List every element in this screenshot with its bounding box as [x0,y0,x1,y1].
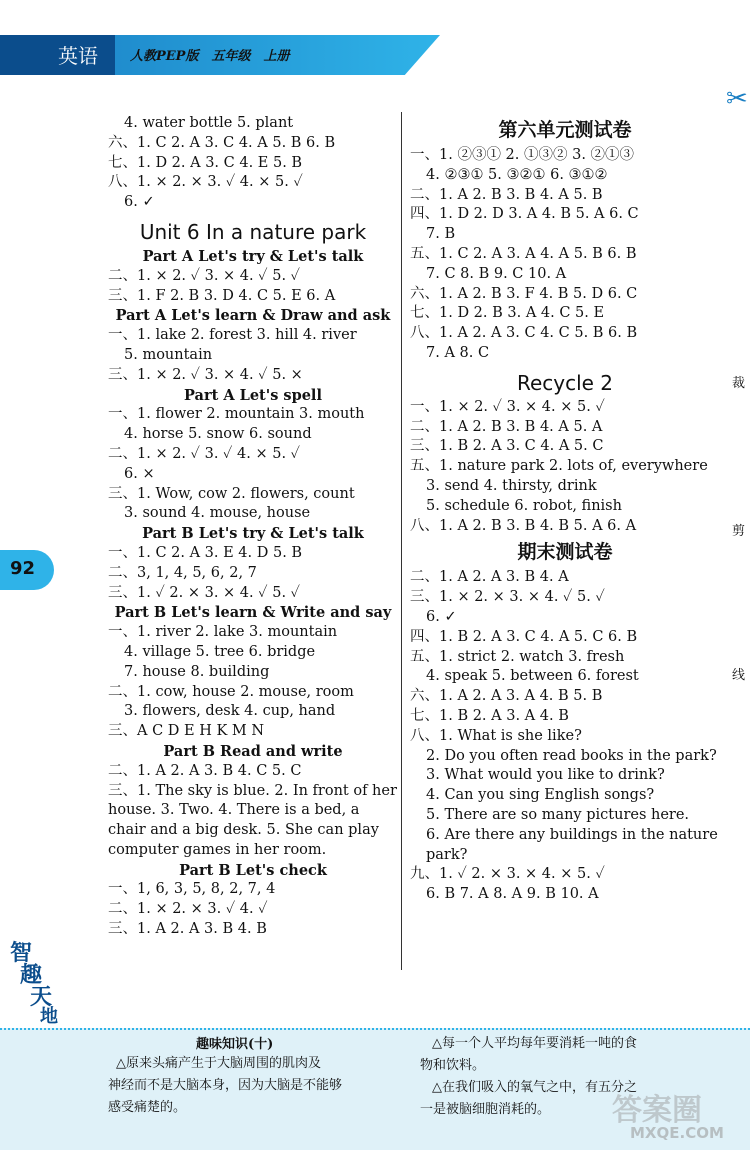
answer-line: 7. B [426,226,456,243]
answer-line: chair and a big desk. 5. She can play [108,822,379,839]
answer-line: 6. Are there any buildings in the nature [426,826,718,843]
answer-line: 6. ✓ [124,194,155,211]
answer-line: 三、1. ✓ 2. × 3. × 4. ✓ 5. ✓ [108,584,301,601]
fun-fact-left-2: 神经而不是大脑本身，因为大脑是不能够 [108,1078,343,1093]
answer-line: 四、1. D 2. D 3. A 4. B 5. A 6. C [410,206,639,223]
answer-line: 5. There are so many pictures here. [426,806,690,823]
test-title: 第六单元测试卷 [498,119,632,141]
answer-line: 一、1. river 2. lake 3. mountain [108,624,338,641]
answer-line: 4. water bottle 5. plant [124,115,294,131]
answer-line: 2. Do you often read books in the park? [426,747,717,764]
answer-line: park? [426,846,468,863]
watermark-logo: 答案圈 [612,1093,702,1128]
answer-line: 八、1. A 2. B 3. B 4. B 5. A 6. A [410,517,637,534]
answer-line: 二、1. × 2. ✓ 3. ✓ 4. × 5. ✓ [108,445,301,462]
part-heading: Part B Read and write [163,742,343,760]
answer-line: 三、1. B 2. A 3. C 4. A 5. C [410,438,604,455]
answer-line: 五、1. nature park 2. lots of, everywhere [410,458,708,475]
answer-line: 一、1, 6, 3, 5, 8, 2, 7, 4 [108,881,276,898]
unit-title: Unit 6 In a nature park [139,219,367,244]
answer-line: 六、1. A 2. A 3. A 4. B 5. B [410,688,603,705]
answer-line: 三、1. × 2. ✓ 3. × 4. ✓ 5. × [108,366,303,383]
answer-line: computer games in her room. [108,841,327,858]
answer-line: 一、1. lake 2. forest 3. hill 4. river [108,327,357,344]
answer-line: 3. send 4. thirsty, drink [426,477,597,494]
answer-line: 4. Can you sing English songs? [426,787,655,804]
part-heading: Part A Let's learn & Draw and ask [115,307,391,325]
answer-line: 7. house 8. building [124,663,270,680]
unit-title: Recycle 2 [516,370,614,395]
part-heading: Part B Let's learn & Write and say [114,604,392,622]
header [0,0,750,75]
part-heading: Part B Let's try & Let's talk [142,525,364,543]
answer-line: 九、1. ✓ 2. × 3. × 4. × 5. ✓ [410,866,605,883]
answer-line: house. 3. Two. 4. There is a bed, a [108,802,360,819]
answer-line: 4. horse 5. snow 6. sound [124,426,312,443]
left-answer-column [108,114,398,940]
answer-line: 五、1. strict 2. watch 3. fresh [410,648,625,665]
right-answer-column [410,114,720,905]
fun-fact-left-3: 感受痛楚的。 [108,1100,187,1115]
fun-fact-title: 趣味知识(十) [196,1037,274,1052]
column-divider [401,112,402,970]
answer-line: 二、3, 1, 4, 5, 6, 2, 7 [108,564,257,581]
logo-char-1: 智 [10,941,33,966]
fun-corner-logo [4,936,74,1027]
scissors-icon: ✂ [726,84,748,114]
answer-line: 二、1. A 2. B 3. B 4. A 5. A [410,418,603,435]
answer-line: 一、1. C 2. A 3. E 4. D 5. B [108,544,303,561]
answer-line: 三、1. The sky is blue. 2. In front of her [108,782,397,799]
watermark-url: MXQE.COM [630,1124,724,1142]
answer-line: 6. ✓ [426,608,457,625]
answer-line: 一、1. ②③① 2. ①③② 3. ②①③ [410,147,635,163]
answer-line: 三、1. F 2. B 3. D 4. C 5. E 6. A [108,287,336,304]
fun-fact-right-1: △每一个人平均每年要消耗一吨的食 [432,1036,637,1051]
answer-line: 六、1. A 2. B 3. F 4. B 5. D 6. C [410,285,638,302]
answer-line: 七、1. D 2. B 3. A 4. C 5. E [410,305,605,322]
answer-line: 4. speak 5. between 6. forest [426,668,639,685]
answer-line: 6. × [124,465,155,482]
answer-line: 八、1. A 2. A 3. C 4. C 5. B 6. B [410,325,638,342]
cut-mark-3: 线 [732,668,746,683]
answer-line: 二、1. A 2. A 3. B 4. A [410,569,569,586]
answer-line: 3. flowers, desk 4. cup, hand [124,703,336,720]
answer-line: 一、1. flower 2. mountain 3. mouth [108,406,365,423]
answer-line: 七、1. B 2. A 3. A 4. B [410,707,569,724]
answer-line: 3. sound 4. mouse, house [124,505,311,522]
answer-line: 八、1. What is she like? [410,727,582,744]
answer-line: 7. C 8. B 9. C 10. A [426,265,567,282]
answer-line: 三、A C D E H K M N [108,723,265,740]
answer-line: 七、1. D 2. A 3. C 4. E 5. B [108,154,303,171]
answer-line: 三、1. × 2. × 3. × 4. ✓ 5. ✓ [410,589,605,606]
answer-line: 四、1. B 2. A 3. C 4. A 5. C 6. B [410,628,638,645]
answer-line: 二、1. × 2. × 3. ✓ 4. ✓ [108,901,268,918]
subject-title: 英语 [58,44,98,68]
fun-fact-right-2: 物和饮料。 [420,1058,486,1073]
part-heading: Part B Let's check [179,861,327,879]
logo-char-4: 地 [40,1006,58,1027]
answer-line: 二、1. × 2. ✓ 3. × 4. ✓ 5. ✓ [108,267,301,284]
answer-line: 二、1. cow, house 2. mouse, room [108,683,354,700]
logo-char-2: 趣 [20,963,43,988]
page-number: 92 [10,558,36,579]
cut-mark-1: 裁 [732,376,746,391]
answer-line: 三、1. Wow, cow 2. flowers, count [108,485,355,502]
part-heading: Part A Let's spell [184,386,322,404]
fun-fact-right-3: △在我们吸入的氧气之中，有五分之 [432,1080,637,1095]
answer-line: 一、1. × 2. ✓ 3. × 4. × 5. ✓ [410,398,605,415]
fun-fact-right-4: 一是被脑细胞消耗的。 [420,1102,551,1117]
answer-line: 4. ②③① 5. ③②① 6. ③①② [426,166,608,183]
test-title: 期末测试卷 [517,541,613,564]
answer-line: 5. schedule 6. robot, finish [426,497,622,514]
cut-mark-2: 剪 [732,524,746,539]
answer-line: 3. What would you like to drink? [426,767,665,784]
edition-label: 人教PEP版 五年级 上册 [130,49,290,64]
answer-line: 二、1. A 2. B 3. B 4. A 5. B [410,186,603,203]
answer-line: 六、1. C 2. A 3. C 4. A 5. B 6. B [108,134,336,151]
answer-line: 4. village 5. tree 6. bridge [124,643,316,660]
answer-line: 五、1. C 2. A 3. A 4. A 5. B 6. B [410,245,637,262]
answer-line: 6. B 7. A 8. A 9. B 10. A [426,886,599,903]
answer-line: 三、1. A 2. A 3. B 4. B [108,921,267,938]
logo-char-3: 天 [30,985,53,1010]
answer-line: 二、1. A 2. A 3. B 4. C 5. C [108,762,302,779]
answer-line: 5. mountain [124,346,213,363]
fun-fact-left-1: △原来头痛产生于大脑周围的肌肉及 [116,1056,321,1071]
answer-line: 八、1. × 2. × 3. ✓ 4. × 5. ✓ [108,174,303,191]
part-heading: Part A Let's try & Let's talk [142,247,364,265]
answer-line: 7. A 8. C [426,344,490,361]
